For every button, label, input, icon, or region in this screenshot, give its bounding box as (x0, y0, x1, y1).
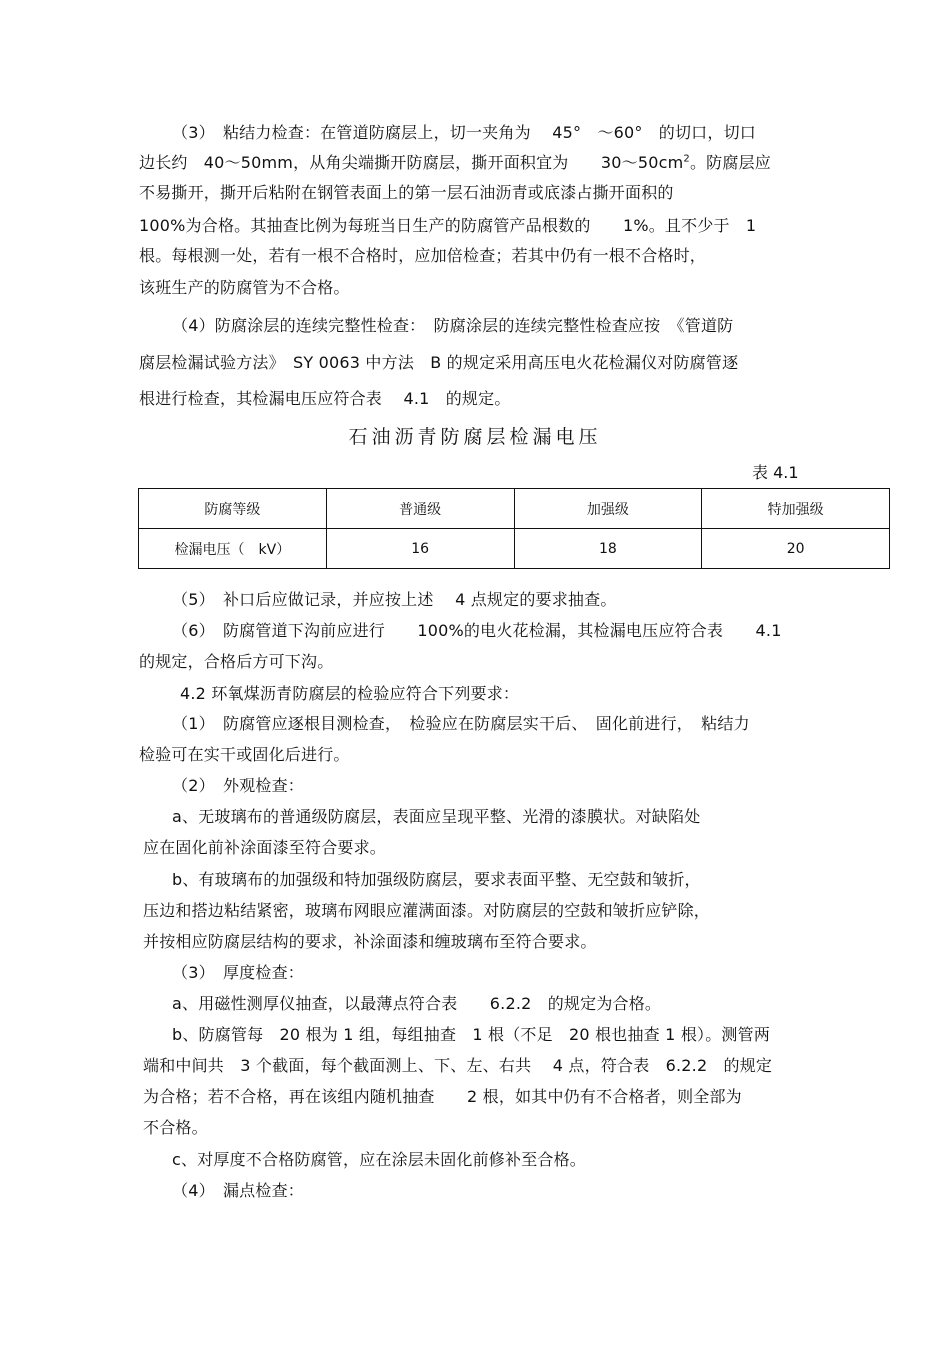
para-line: 检验可在实干或固化后进行。 (139, 745, 350, 764)
superscript: 2 (683, 153, 690, 165)
para-line: （4）防腐涂层的连续完整性检查： 防腐涂层的连续完整性检查应按 《管道防 (172, 316, 734, 335)
table-number: 表 4.1 (752, 463, 799, 482)
para-line: （3） 厚度检查： (172, 963, 304, 982)
table-title: 石油沥青防腐层检漏电压 (348, 426, 602, 448)
para-line (139, 152, 771, 174)
para-line: 的规定，合格后方可下沟。 (139, 652, 334, 671)
table-header-row (139, 489, 890, 529)
para-line: 端和中间共 3 个截面，每个截面测上、下、左、右共 4 点，符合表 6.2.2 的规定 (143, 1056, 773, 1075)
voltage-table (138, 488, 890, 569)
table-cell: 16 (326, 529, 514, 569)
table-cell: 检漏电压（ kV） (139, 529, 327, 569)
para-line: （4） 漏点检查： (172, 1181, 304, 1200)
para-line: b、有玻璃布的加强级和特加强级防腐层，要求表面平整、无空鼓和皱折， (172, 870, 701, 889)
para-line: （6） 防腐管道下沟前应进行 100%的电火花检漏，其检漏电压应符合表 4.1 (172, 621, 782, 640)
para-line: c、对厚度不合格防腐管，应在涂层未固化前修补至合格。 (172, 1150, 586, 1169)
para-line: b、防腐管每 20 根为 1 组，每组抽查 1 根（不足 20 根也抽查 1 根）。测管两 (172, 1025, 771, 1044)
para-line: 根。每根测一处，若有一根不合格时，应加倍检查；若其中仍有一根不合格时， (139, 246, 707, 265)
table-header-cell: 特加强级 (702, 489, 890, 529)
table-cell: 18 (514, 529, 702, 569)
para-line-tail: 。防腐层应 (689, 153, 771, 172)
para-line: （5） 补口后应做记录，并应按上述 4 点规定的要求抽查。 (172, 590, 617, 609)
para-line: 并按相应防腐层结构的要求，补涂面漆和缠玻璃布至符合要求。 (143, 932, 597, 951)
table-header-cell: 普通级 (326, 489, 514, 529)
para-line: a、无玻璃布的普通级防腐层，表面应呈现平整、光滑的漆膜状。对缺陷处 (172, 807, 701, 826)
table-header-cell: 防腐等级 (139, 489, 327, 529)
para-line: 压边和搭边粘结紧密，玻璃布网眼应灌满面漆。对防腐层的空鼓和皱折应铲除， (143, 901, 711, 920)
para-line: （1） 防腐管应逐根目测检查， 检验应在防腐层实干后、 固化前进行， 粘结力 (172, 714, 750, 733)
para-line: 100%为合格。其抽查比例为每班当日生产的防腐管产品根数的 1%。且不少于 1 (139, 216, 757, 235)
para-line: 不合格。 (143, 1118, 208, 1137)
para-line: 不易撕开，撕开后粘附在钢管表面上的第一层石油沥青或底漆占撕开面积的 (139, 183, 674, 202)
table-cell: 20 (702, 529, 890, 569)
table-header-cell: 加强级 (514, 489, 702, 529)
para-line: 4.2 环氧煤沥青防腐层的检验应符合下列要求： (180, 684, 520, 703)
para-line: 为合格；若不合格，再在该组内随机抽查 2 根，如其中仍有不合格者，则全部为 (143, 1087, 742, 1106)
para-line: 该班生产的防腐管为不合格。 (139, 278, 350, 297)
para-line: 根进行检查，其检漏电压应符合表 4.1 的规定。 (139, 389, 511, 408)
table-row (139, 529, 890, 569)
para-line: a、用磁性测厚仪抽查，以最薄点符合表 6.2.2 的规定为合格。 (172, 994, 662, 1013)
para-line-text: 边长约 40～50mm，从角尖端撕开防腐层，撕开面积宜为 30～50cm (139, 153, 684, 172)
para-line: 应在固化前补涂面漆至符合要求。 (143, 838, 387, 857)
para-line: 腐层检漏试验方法》 SY 0063 中方法 B 的规定采用高压电火花检漏仪对防腐管逐 (139, 353, 739, 372)
para-line: （3） 粘结力检查：在管道防腐层上，切一夹角为 45° ～60° 的切口，切口 (172, 123, 756, 142)
para-line: （2） 外观检查： (172, 776, 304, 795)
